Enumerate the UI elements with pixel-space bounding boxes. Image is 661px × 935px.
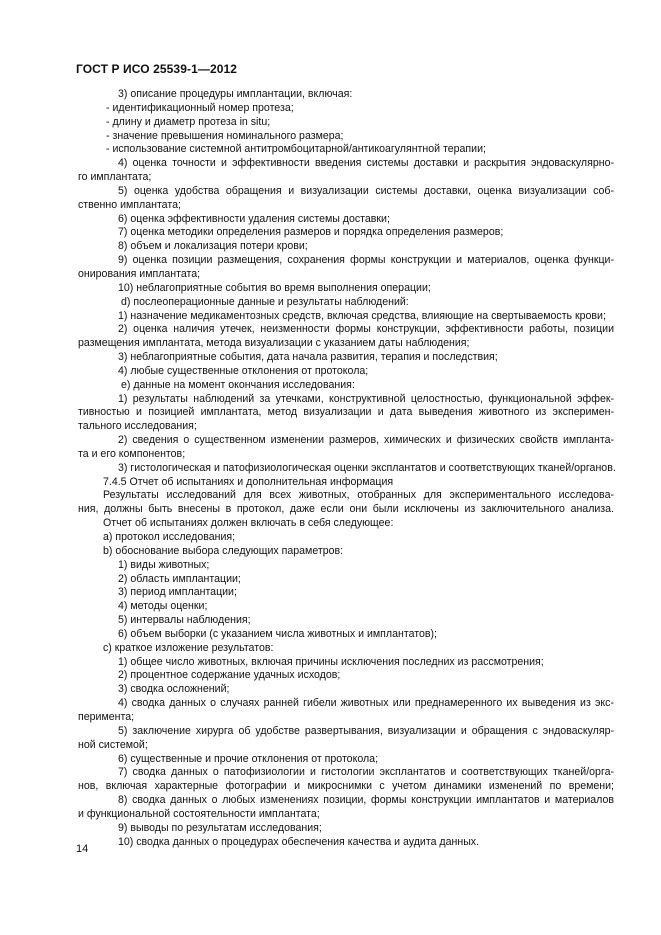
text-line: 6) объем выборки (с указанием числа животных и имплантатов);	[118, 627, 437, 640]
text-line: 3) гистологическая и патофизиологическая оценки эксплантатов и соответствующих тканей/органов.	[118, 461, 616, 474]
text-line: 6) существенные и прочие отклонения от протокола;	[118, 752, 379, 765]
text-line: 6) оценка эффективности удаления системы доставки;	[118, 212, 390, 225]
text-line: b) обоснование выбора следующих параметров:	[103, 544, 344, 557]
section-heading: 7.4.5 Отчет об испытаниях и дополнительная информация	[103, 475, 394, 488]
text-line: 7) сводка данных о патофизиологии и гистологии эксплантатов и соответствующих тканей/орга-	[118, 766, 614, 779]
text-line: и функциональной состоятельности имплантата;	[78, 807, 320, 820]
document-body	[78, 88, 614, 849]
text-line: 1) общее число животных, включая причины исключения последних из рассмотрения;	[118, 655, 544, 668]
text-line: ственно имплантата;	[78, 198, 181, 211]
text-line: 1) виды животных;	[118, 558, 210, 571]
text-line: 4) методы оценки;	[118, 600, 208, 613]
text-line: d) послеоперационные данные и результаты наблюдений:	[121, 295, 409, 308]
document-header: ГОСТ Р ИСО 25539-1—2012	[76, 62, 238, 76]
text-line: - использование системной антитромбоцитарной/антикоагулянтной терапии;	[106, 143, 486, 156]
text-line: 5) интервалы наблюдения;	[118, 614, 251, 627]
text-line: 2) оценка наличия утечек, неизменности формы конструкции, эффективности работы, позиции	[118, 323, 614, 336]
text-line: онирования имплантата;	[78, 267, 201, 280]
text-line: 9) выводы по результатам исследования;	[118, 821, 322, 834]
text-line: 1) назначение медикаментозных средств, включая средства, влияющие на свертываемость крови;	[118, 309, 606, 322]
text-line: 3) неблагоприятные события, дата начала развития, терапия и последствия;	[118, 351, 498, 364]
text-line: 3) сводка осложнений;	[118, 683, 230, 696]
text-line: - идентификационный номер протеза;	[106, 101, 294, 114]
text-line: 3) период имплантации;	[118, 586, 237, 599]
text-line: Отчет об испытаниях должен включать в себя следующее:	[103, 517, 394, 530]
text-line: перимента;	[78, 710, 135, 723]
text-line: - длину и диаметр протеза in situ;	[106, 115, 271, 128]
text-line: c) краткое изложение результатов:	[103, 641, 274, 654]
text-line: 9) оценка позиции размещения, сохранения формы конструкции и материалов, оценка функци-	[118, 254, 614, 267]
text-line: го имплантата;	[78, 171, 152, 184]
text-line: 4) сводка данных о случаях ранней гибели животных или преднамеренного их выведения из экс-	[118, 697, 614, 710]
text-line: размещения имплантата, метода визуализации с указанием даты наблюдения;	[78, 337, 470, 350]
text-line: 2) процентное содержание удачных исходов;	[118, 669, 341, 682]
text-line: 8) сводка данных о любых изменениях позиции, формы конструкции имплантатов и материалов	[118, 794, 614, 807]
text-line: 5) заключение хирурга об удобстве развертывания, визуализации и обращения с эндоваскуляр-	[118, 724, 614, 737]
text-line: нов, включая характерные фотографии и микроснимки с учетом динамики изменений по времени;	[78, 780, 614, 793]
text-line: 7) оценка методики определения размеров и порядка определения размеров;	[118, 226, 504, 239]
text-line: тивностью и позицией имплантата, метод визуализации и дата выведения животного из эксперимен-	[78, 406, 614, 419]
page-number: 14	[76, 843, 89, 855]
text-line: 8) объем и локализация потери крови;	[118, 240, 308, 253]
text-line: 2) сведения о существенном изменении размеров, химических и физических свойств импланта-	[118, 434, 614, 447]
text-line: Результаты исследований для всех животных, отобранных для экспериментального исследова-	[103, 489, 614, 502]
text-line: 5) оценка удобства обращения и визуализации системы доставки, оценка визуализации соб-	[118, 184, 614, 197]
text-line: e) данные на момент окончания исследования:	[121, 378, 355, 391]
text-line: 10) неблагоприятные события во время выполнения операции;	[118, 281, 431, 294]
text-line: 2) область имплантации;	[118, 572, 241, 585]
text-line: - значение превышения номинального размера;	[106, 129, 344, 142]
text-line: тального исследования;	[78, 420, 197, 433]
text-line: 1) результаты наблюдений за утечками, конструктивной целостностью, функциональной эффек-	[118, 392, 614, 405]
text-line: 3) описание процедуры имплантации, включая:	[118, 88, 353, 100]
text-line: 4) оценка точности и эффективности введения системы доставки и раскрытия эндоваскулярно-	[118, 157, 614, 170]
text-line: a) протокол исследования;	[103, 531, 236, 543]
text-line: 4) любые существенные отклонения от протокола;	[118, 364, 369, 377]
text-line: ния, должны быть внесены в протокол, даже если они были исключены из заключительного анализа.	[78, 503, 614, 516]
text-line: ной системой;	[78, 738, 148, 751]
text-line: 10) сводка данных о процедурах обеспечения качества и аудита данных.	[118, 835, 480, 848]
text-line: та и его компонентов;	[78, 447, 186, 460]
